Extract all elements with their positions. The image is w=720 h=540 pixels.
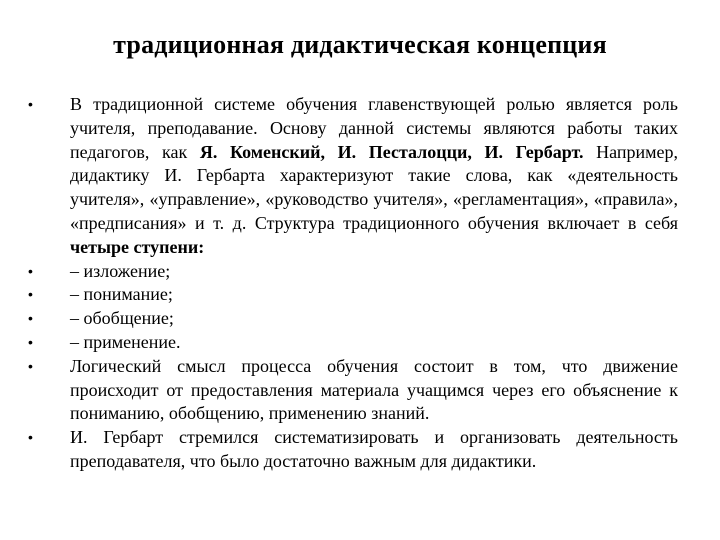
- bullet-icon: •: [28, 429, 33, 446]
- list-item-logical-meaning: [28, 355, 678, 426]
- item-text: – обобщение;: [70, 308, 174, 329]
- bullet-icon: •: [28, 357, 33, 374]
- item-text: – применение.: [70, 331, 181, 352]
- bullet-icon: •: [28, 333, 33, 350]
- item-text: – понимание;: [70, 284, 173, 305]
- list-item-generalization: [28, 307, 678, 331]
- list-item-presentation: [28, 260, 678, 284]
- bold-four-stages: четыре ступени:: [70, 236, 205, 257]
- item-text: Логический смысл процесса обучения состоит в том, что движение происходит от предоставления материала учащимся через его объяснение к пониманию, обобщению, применению знаний.: [70, 355, 678, 424]
- bold-name-komensky: Я. Коменский,: [199, 141, 326, 162]
- list-item-understanding: [28, 283, 678, 307]
- item-text-cont: Например, дидактику И. Гербарта характеризуют такие слова, как «деятельность учителя», «управление», «руководство учителя», «регламентация», «правила», «предписания» и т. д. Структура традиционного обучения включает в себя: [70, 141, 679, 233]
- bullet-icon: •: [28, 262, 33, 279]
- item-text-sep: [472, 142, 485, 162]
- list-item-herbart: [28, 426, 678, 474]
- item-text-sep: [325, 142, 338, 162]
- list-item-traditional-system: [28, 93, 678, 260]
- item-text: – изложение;: [70, 260, 171, 281]
- bullet-icon: •: [28, 96, 33, 112]
- bullet-icon: •: [28, 310, 33, 327]
- item-text: В традиционной системе обучения главенствующей ролью является роль учителя, преподавание. Основу данной системы являются работы таких педагогов, как: [70, 94, 678, 162]
- item-text: И. Гербарт стремился систематизировать и организовать деятельность преподавателя, что было достаточно важным для дидактики.: [70, 427, 678, 471]
- bold-name-herbart: И. Гербарт.: [484, 141, 584, 162]
- bullet-list: [28, 93, 678, 474]
- slide-title: традиционная дидактическая концепция: [113, 30, 607, 59]
- bullet-icon: •: [28, 286, 33, 303]
- bold-name-pestalozzi: И. Песталоцци,: [337, 141, 472, 162]
- list-item-application: [28, 331, 678, 355]
